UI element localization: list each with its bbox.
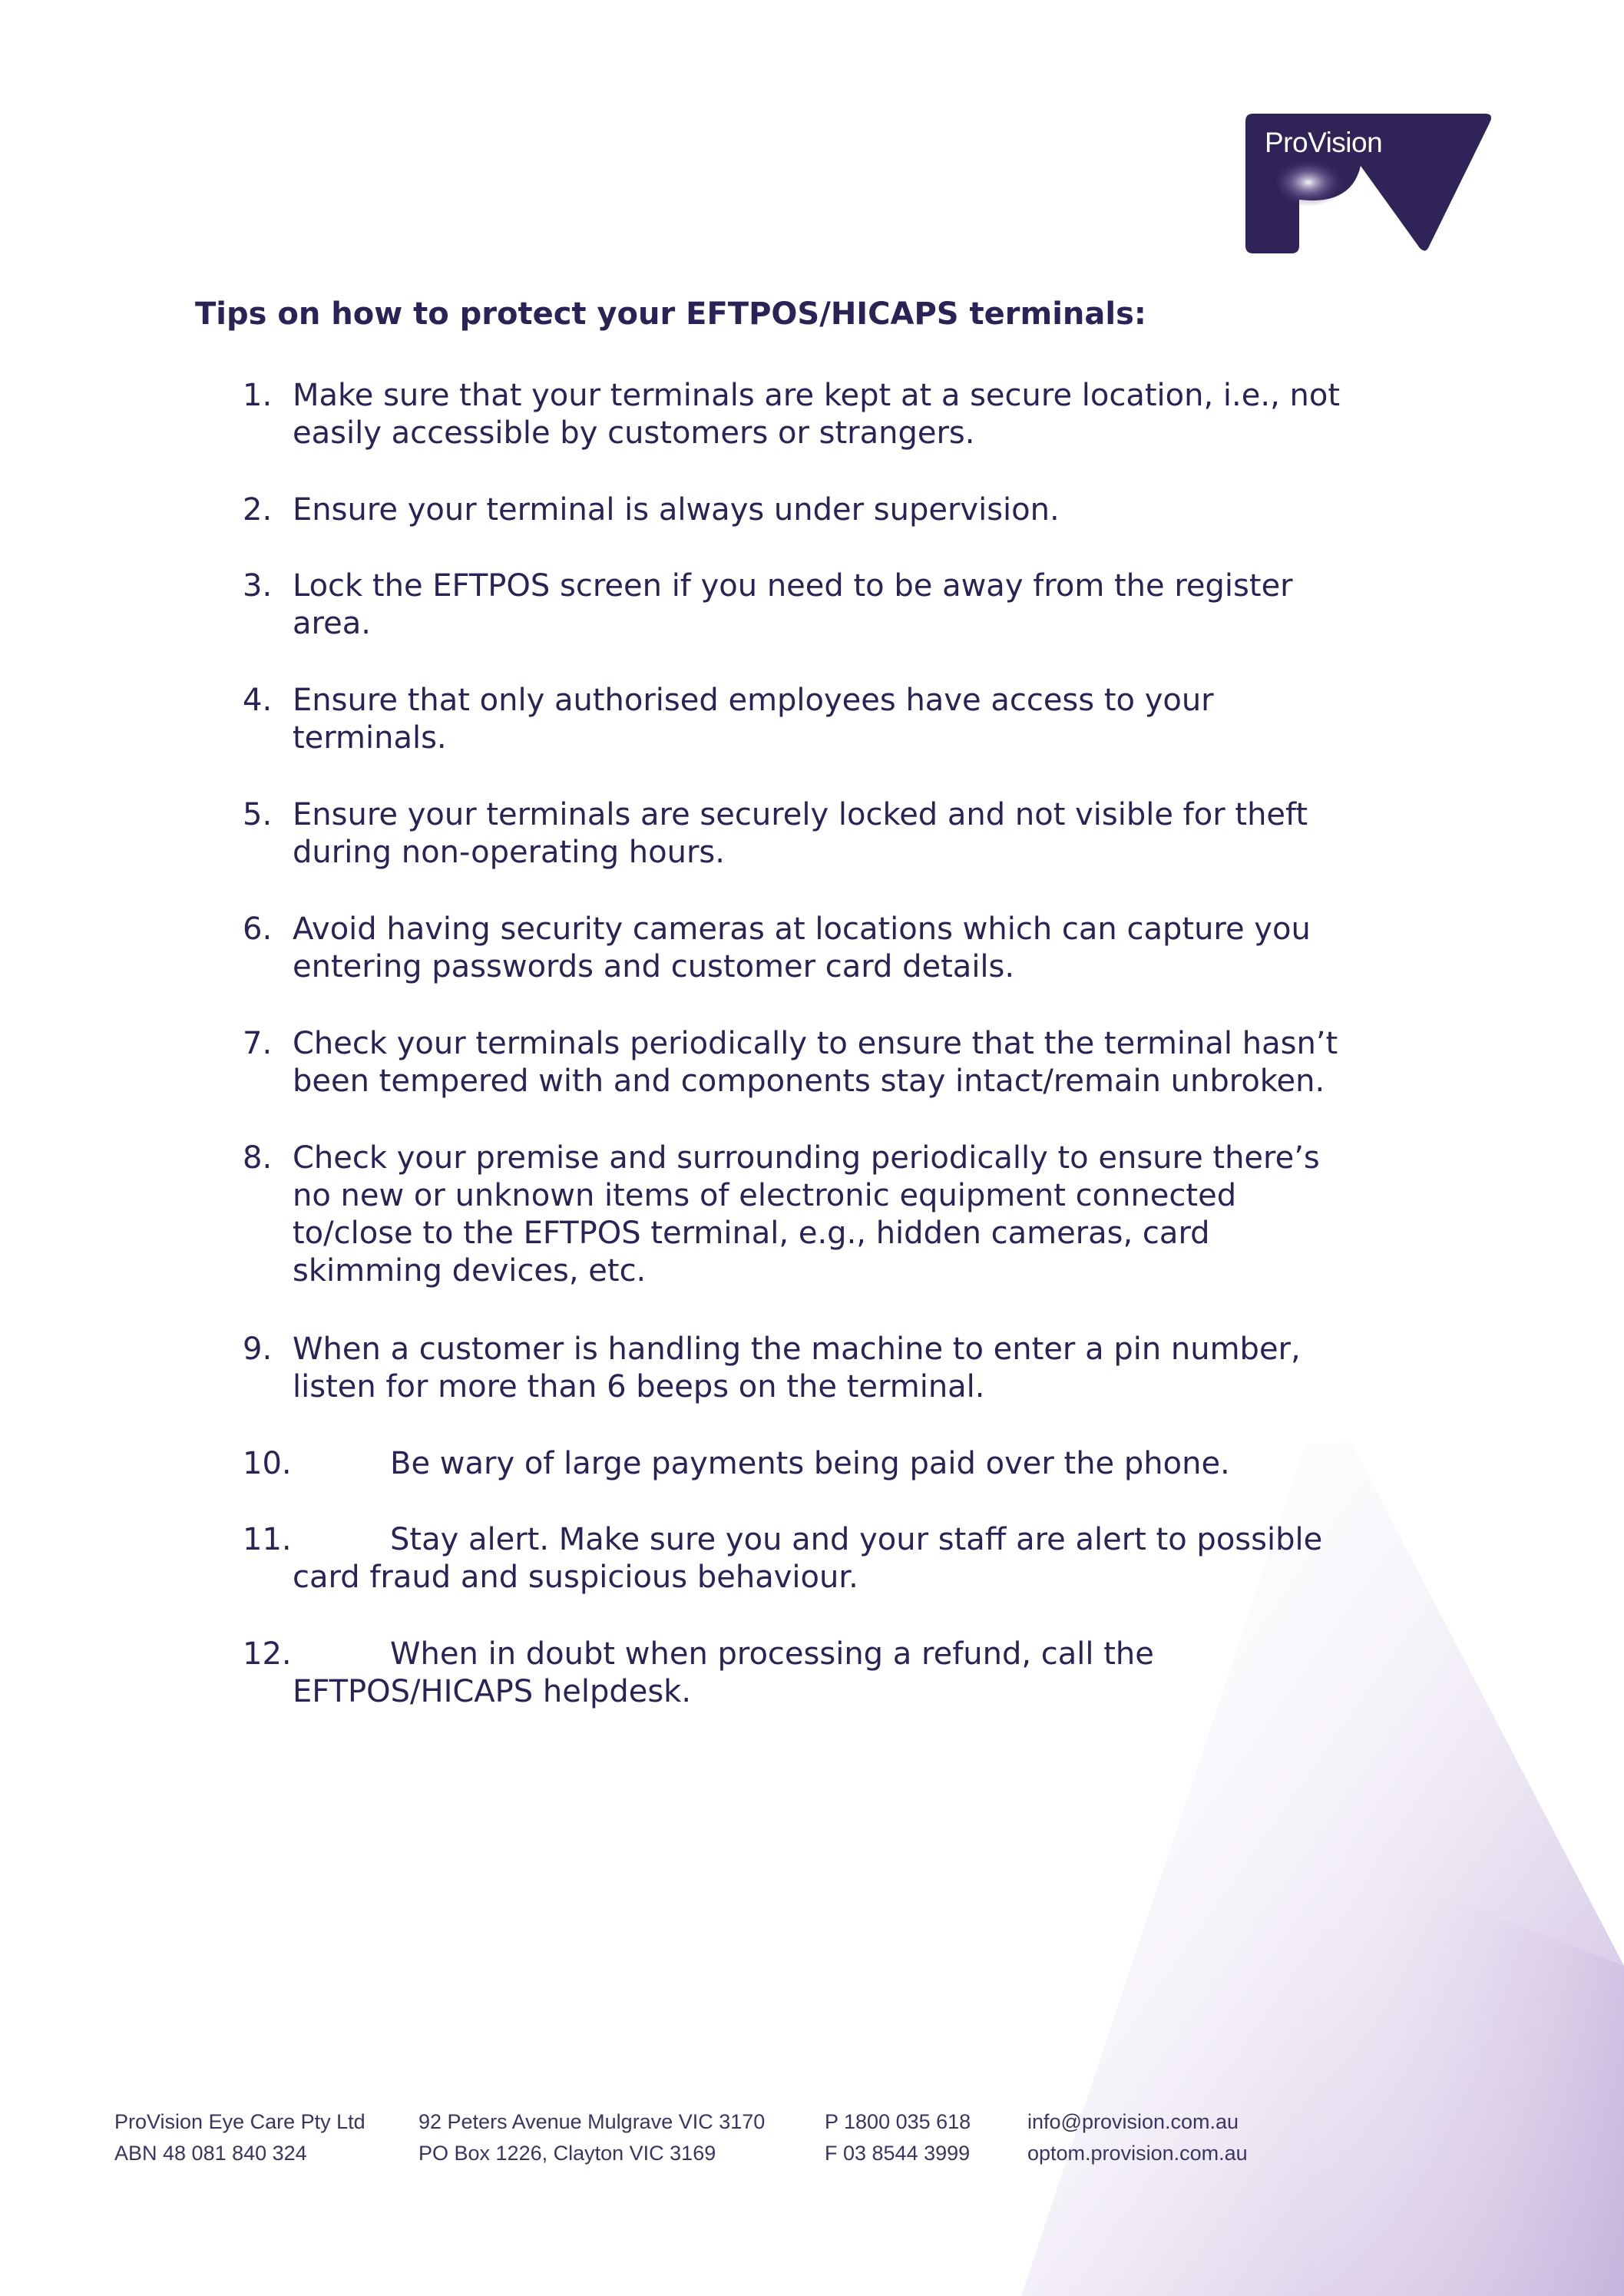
footer-address: [418, 2106, 765, 2169]
footer-fax: F 03 8544 3999: [825, 2142, 971, 2165]
tip-text-line: Ensure your terminal is always under supervision.: [293, 492, 1060, 528]
tip-text-line: Ensure that only authorised employees have access to your: [293, 683, 1214, 718]
tip-item-6: [243, 911, 1440, 986]
tip-number: 12.: [243, 1636, 292, 1672]
tip-item-4: [243, 682, 1440, 757]
tip-number: 10.: [243, 1446, 292, 1481]
tip-number: 8.: [243, 1140, 273, 1176]
tip-item-2: [243, 491, 1440, 529]
tip-number: 6.: [243, 911, 273, 947]
tip-text-line: Stay alert. Make sure you and your staff are alert to possible: [390, 1522, 1323, 1557]
tip-number: 5.: [243, 797, 273, 832]
tip-item-1: [243, 377, 1440, 452]
footer-phone: P 1800 035 618: [825, 2110, 971, 2133]
tip-text-line: skimming devices, etc.: [293, 1253, 647, 1289]
tip-item-9: [243, 1331, 1440, 1406]
tip-number: 2.: [243, 492, 273, 528]
tip-item-11: [243, 1521, 1440, 1596]
tip-text-line: EFTPOS/HICAPS helpdesk.: [293, 1674, 692, 1709]
tip-number: 11.: [243, 1522, 292, 1557]
footer-abn: ABN 48 081 840 324: [114, 2142, 307, 2165]
tip-text-line: When in doubt when processing a refund, call the: [390, 1636, 1154, 1672]
tip-text-line: Check your premise and surrounding periodically to ensure there’s: [293, 1140, 1320, 1176]
tip-text-line: card fraud and suspicious behaviour.: [293, 1560, 858, 1595]
tip-text-line: been tempered with and components stay intact/remain unbroken.: [293, 1064, 1325, 1099]
logo-wordmark: ProVision: [1265, 127, 1383, 158]
page-heading: Tips on how to protect your EFTPOS/HICAPS terminals:: [195, 296, 1146, 332]
tip-number: 4.: [243, 683, 273, 718]
tip-text-line: entering passwords and customer card details.: [293, 949, 1015, 984]
tip-text-line: Lock the EFTPOS screen if you need to be away from the register: [293, 568, 1293, 604]
tip-item-5: [243, 796, 1440, 872]
tip-item-8: [243, 1140, 1440, 1290]
footer-po-box: PO Box 1226, Clayton VIC 3169: [418, 2142, 716, 2165]
tip-text-line: Avoid having security cameras at locations which can capture you: [293, 911, 1311, 947]
footer-street-address: 92 Peters Avenue Mulgrave VIC 3170: [418, 2110, 766, 2133]
tip-item-3: [243, 567, 1440, 643]
tip-item-10: [243, 1445, 1440, 1483]
footer-email-link[interactable]: info@provision.com.au: [1027, 2110, 1239, 2133]
tip-number: 9.: [243, 1332, 273, 1367]
footer-company-info: [114, 2106, 365, 2169]
tip-text-line: to/close to the EFTPOS terminal, e.g., hidden cameras, card: [293, 1216, 1210, 1251]
footer-company-name: ProVision Eye Care Pty Ltd: [114, 2110, 365, 2133]
tip-text-line: no new or unknown items of electronic equipment connected: [293, 1178, 1237, 1213]
tip-text-line: When a customer is handling the machine to enter a pin number,: [293, 1332, 1301, 1367]
tip-text-line: easily accessible by customers or strangers.: [293, 415, 975, 451]
tip-text-line: Ensure your terminals are securely locked and not visible for theft: [293, 797, 1308, 832]
tip-text-line: Be wary of large payments being paid over the phone.: [390, 1446, 1230, 1481]
tip-number: 1.: [243, 378, 273, 413]
tip-number: 3.: [243, 568, 273, 604]
tip-item-7: [243, 1025, 1440, 1100]
tip-text-line: listen for more than 6 beeps on the terminal.: [293, 1369, 985, 1404]
footer-contact: [1027, 2106, 1248, 2169]
tip-item-12: [243, 1636, 1440, 1711]
tip-text-line: during non-operating hours.: [293, 835, 725, 870]
tip-text-line: Check your terminals periodically to ensure that the terminal hasn’t: [293, 1026, 1338, 1061]
tip-number: 7.: [243, 1026, 273, 1061]
tip-text-line: area.: [293, 606, 371, 641]
tip-text-line: terminals.: [293, 720, 447, 756]
footer-phone-fax: [825, 2106, 971, 2169]
footer-website-link[interactable]: optom.provision.com.au: [1027, 2142, 1248, 2165]
tip-text-line: Make sure that your terminals are kept at a secure location, i.e., not: [293, 378, 1341, 413]
